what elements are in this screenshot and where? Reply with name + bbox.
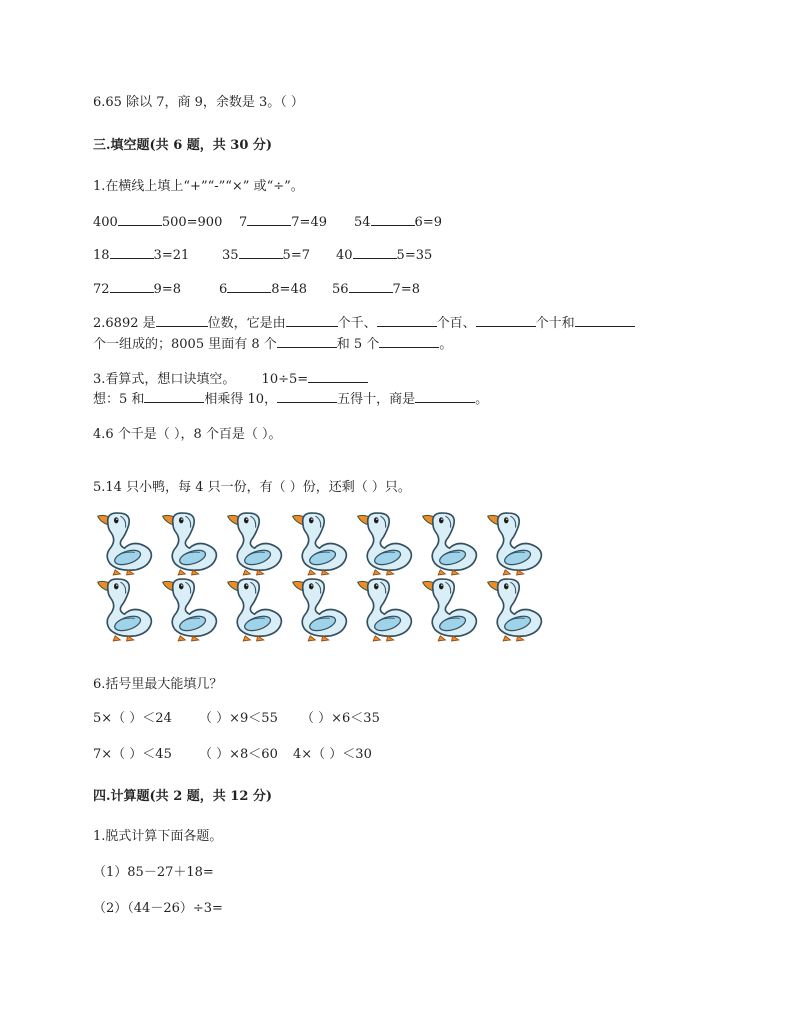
duck-icon [287, 510, 352, 576]
question-6-row-2 [93, 746, 372, 764]
question-1-row-2 [93, 245, 432, 265]
question-2-text: 个十和 [535, 316, 575, 331]
equation-item [93, 279, 219, 299]
answer-blank[interactable] [476, 313, 536, 327]
question-1-row-3 [93, 279, 420, 299]
equation-left: 54 [354, 215, 371, 230]
ducklings-illustration [92, 510, 552, 642]
question-3-text: 五得十，商是 [337, 392, 416, 407]
section-4-heading: 四.计算题(共 2 题，共 12 分) [93, 789, 273, 804]
question-3-title: 3.看算式，想口诀填空。 [93, 372, 236, 387]
inequality-item: 7×（ ）＜45 [93, 747, 172, 762]
equation-left: 35 [222, 248, 239, 263]
equation-left: 7 [239, 215, 248, 230]
equation-right: 7=8 [392, 282, 420, 297]
question-2-line-1 [93, 313, 635, 333]
calc-item-1: （1）85－27＋18= [93, 865, 214, 880]
equation-item [222, 245, 336, 265]
question-2-text: 个一组成的；8005 里面有 8 个 [93, 337, 277, 352]
duck-icon [482, 510, 547, 576]
equation-item [219, 279, 332, 299]
question-2-text: 个千、 [337, 316, 377, 331]
duck-icon [222, 576, 287, 642]
question-3-text: 想：5 和 [93, 392, 145, 407]
answer-blank[interactable] [110, 279, 154, 293]
answer-blank[interactable] [227, 279, 271, 293]
answer-blank[interactable] [353, 245, 397, 259]
answer-blank[interactable] [377, 313, 437, 327]
question-6-title: 6.括号里最大能填几？ [93, 677, 223, 692]
equation-item [354, 212, 442, 232]
question-2-text: 位数，它是由 [207, 316, 286, 331]
duck-icon [352, 576, 417, 642]
inequality-item: （ ）×8＜60 [199, 747, 278, 762]
equation-right: 5=7 [282, 248, 310, 263]
duck-icon [417, 576, 482, 642]
question-6-row-1 [93, 710, 380, 728]
equation-right: 9=8 [153, 282, 181, 297]
duck-icon [92, 576, 157, 642]
answer-blank[interactable] [349, 279, 393, 293]
answer-blank[interactable] [118, 212, 162, 226]
answer-blank[interactable] [277, 389, 337, 403]
inequality-item: （ ）×9＜55 [199, 711, 278, 726]
equation-left: 72 [93, 282, 110, 297]
duck-icon [92, 510, 157, 576]
duck-icon [222, 510, 287, 576]
equation-left: 40 [336, 248, 353, 263]
equation-left: 6 [219, 282, 228, 297]
equation-right: 5=35 [396, 248, 433, 263]
question-2-text: 个百、 [436, 316, 476, 331]
inequality-item: 4×（ ）＜30 [293, 747, 372, 762]
equation-item [239, 212, 354, 232]
inequality-item: （ ）×6＜35 [301, 711, 380, 726]
section-3-heading: 三.填空题(共 6 题，共 30 分) [93, 138, 273, 153]
question-2-text: 。 [439, 337, 453, 352]
question-2-text: 2.6892 是 [93, 316, 156, 331]
duck-icon [287, 576, 352, 642]
equation-left: 400 [93, 215, 118, 230]
equation-item [93, 212, 239, 232]
question-3-text: 相乘得 10， [204, 392, 278, 407]
equation-right: 500=900 [161, 215, 223, 230]
inequality-item: 5×（ ）＜24 [93, 711, 172, 726]
question-3-line-2 [93, 389, 488, 409]
duck-icon [352, 510, 417, 576]
question-3-line-1 [93, 369, 368, 389]
answer-blank[interactable] [308, 369, 368, 383]
answer-blank[interactable] [371, 212, 415, 226]
equation-item [93, 245, 222, 265]
answer-blank[interactable] [277, 334, 337, 348]
equation-left: 18 [93, 248, 110, 263]
question-1-title: 1.在横线上填上“+”“-”“×” 或“÷”。 [93, 179, 304, 194]
answer-blank[interactable] [286, 313, 338, 327]
answer-blank[interactable] [239, 245, 283, 259]
question-3-expression: 10÷5= [261, 372, 309, 387]
question-6-judgement: 6.65 除以 7，商 9，余数是 3。（ ） [93, 95, 304, 110]
calc-title: 1.脱式计算下面各题。 [93, 829, 223, 844]
answer-blank[interactable] [415, 389, 475, 403]
equation-right: 8=48 [271, 282, 307, 297]
equation-item [332, 279, 420, 299]
duck-icon [157, 576, 222, 642]
answer-blank[interactable] [144, 389, 204, 403]
answer-blank[interactable] [156, 313, 208, 327]
equation-item [336, 245, 432, 265]
answer-blank[interactable] [379, 334, 439, 348]
answer-blank[interactable] [247, 212, 291, 226]
question-4: 4.6 个千是（ ），8 个百是（ ）。 [93, 427, 282, 442]
duck-icon [482, 576, 547, 642]
calc-item-2: （2）（44－26）÷3= [93, 901, 223, 916]
question-5: 5.14 只小鸭，每 4 只一份，有（ ）份，还剩（ ）只。 [93, 480, 411, 495]
duck-row [92, 510, 552, 576]
equation-right: 7=49 [291, 215, 327, 230]
duck-icon [417, 510, 482, 576]
answer-blank[interactable] [575, 313, 635, 327]
equation-right: 6=9 [414, 215, 442, 230]
duck-icon [157, 510, 222, 576]
answer-blank[interactable] [110, 245, 154, 259]
equation-left: 56 [332, 282, 349, 297]
equation-right: 3=21 [153, 248, 190, 263]
question-2-text: 和 5 个 [336, 337, 380, 352]
duck-row [92, 576, 552, 642]
question-1-row-1 [93, 212, 442, 232]
question-3-text: 。 [475, 392, 489, 407]
question-2-line-2 [93, 334, 452, 354]
